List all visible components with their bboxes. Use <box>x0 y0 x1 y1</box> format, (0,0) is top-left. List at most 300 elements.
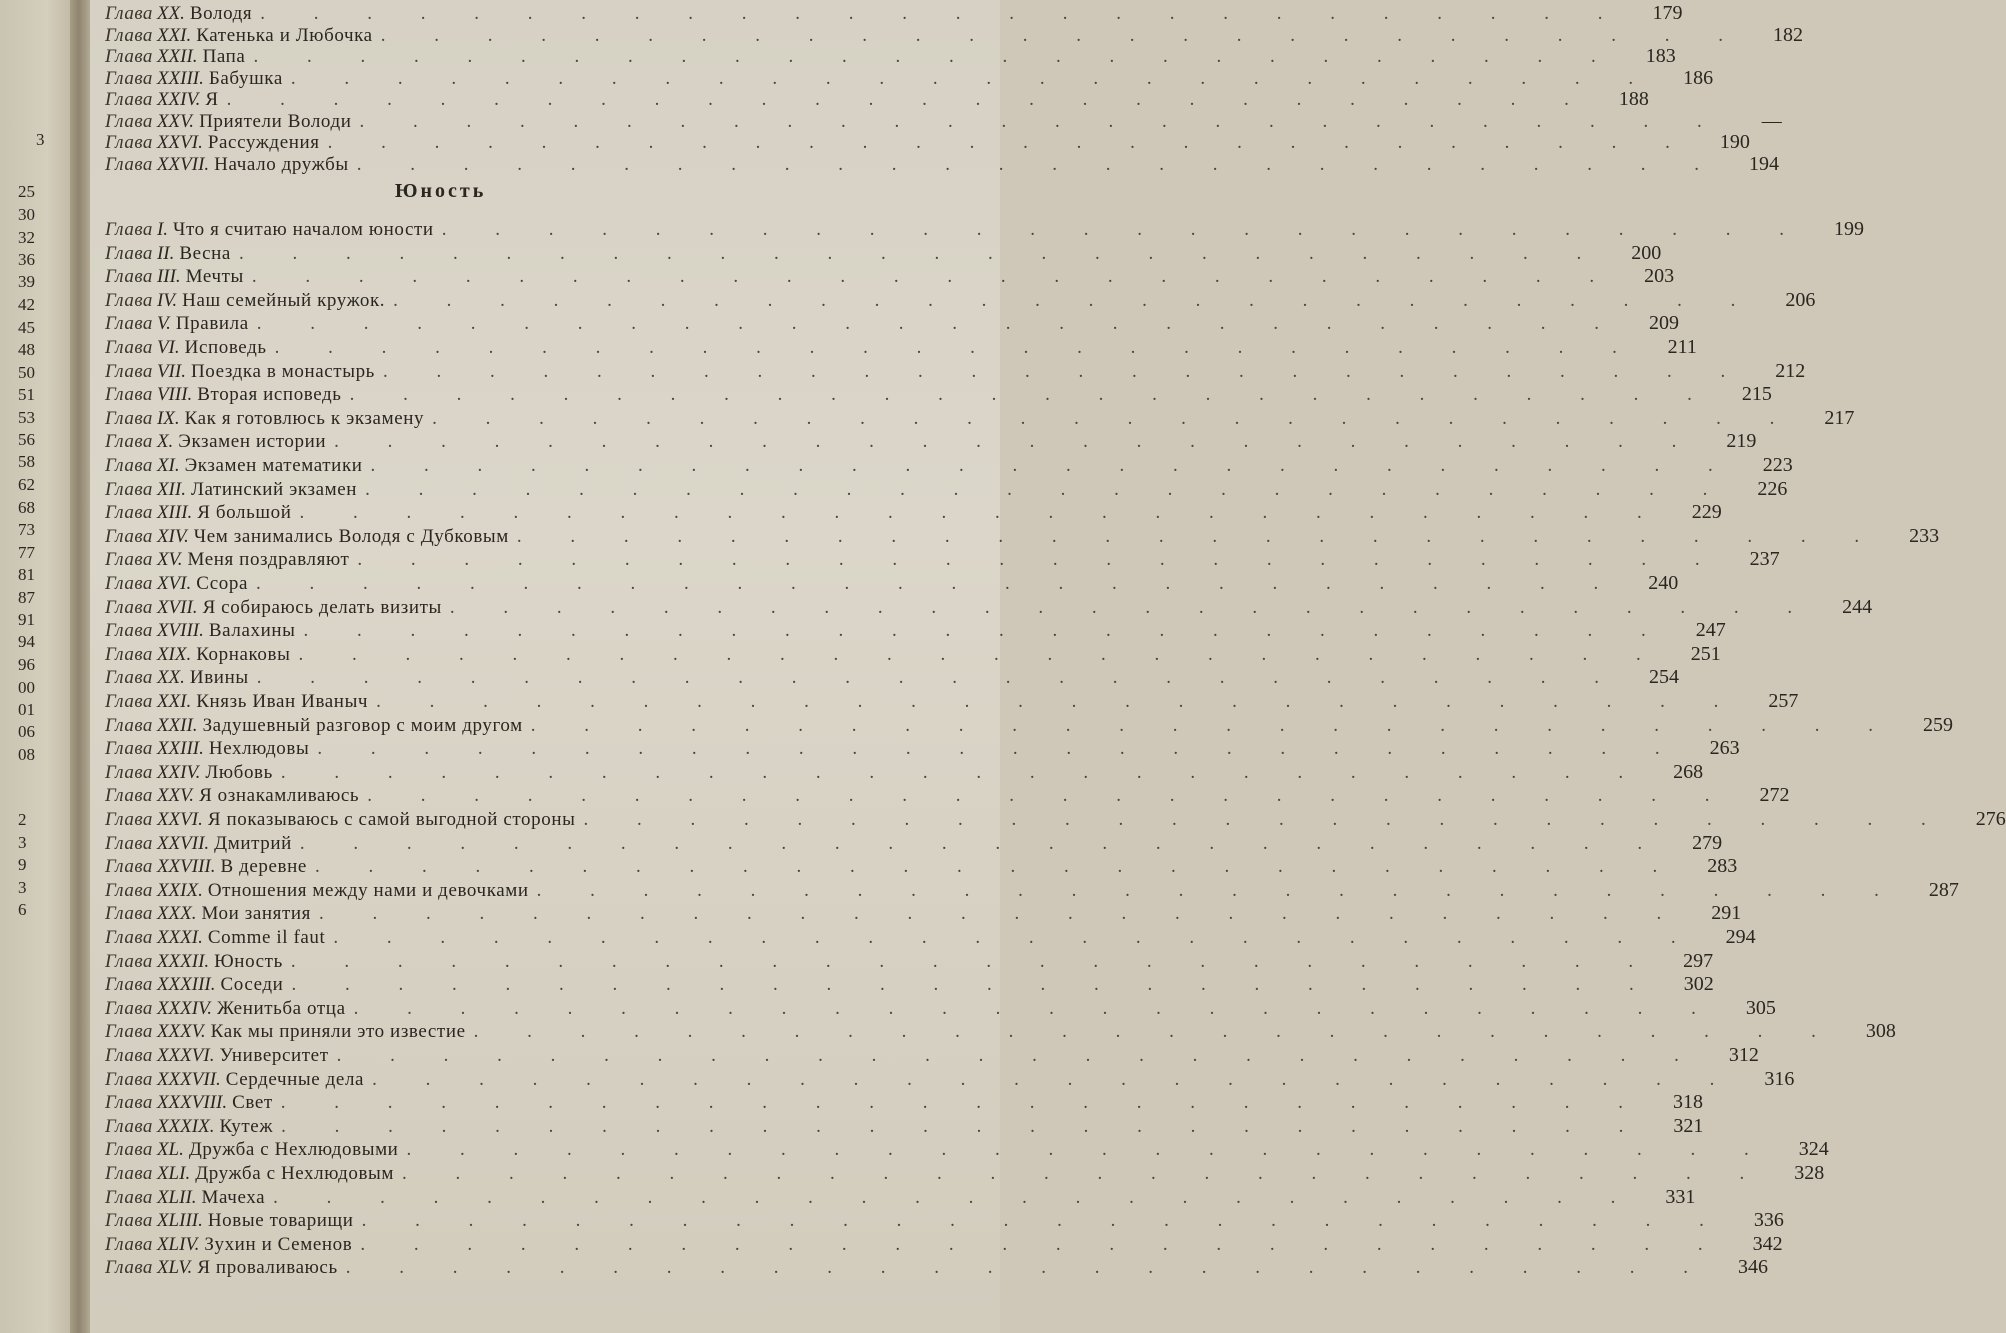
dot-leader: . . . . . . . . . . . . . . . . . . . . . . . . . . <box>298 643 1663 665</box>
toc-entry <box>105 619 1726 643</box>
left-margin-number: 58 <box>18 452 35 471</box>
chapter-number: XXXI. <box>156 927 203 948</box>
chapter-title: Любовь <box>205 761 273 783</box>
toc-entry <box>105 1162 1825 1186</box>
dot-leader: . . . . . . . . . . . . . . . . . . . . . . . . . . <box>273 1186 1638 1208</box>
page-number: 328 <box>1794 1162 1825 1184</box>
chapter-prefix: Глава <box>105 431 153 453</box>
chapter-number: VIII. <box>156 384 193 406</box>
chapter-title: Правила <box>175 313 249 335</box>
chapter-title: Ссора <box>196 573 249 594</box>
left-margin-number: 06 <box>18 722 35 741</box>
left-page <box>0 0 78 1333</box>
toc-entry <box>105 88 1649 112</box>
left-margin-number: 39 <box>18 272 35 291</box>
chapter-number: V. <box>156 313 171 335</box>
page-number: 229 <box>1691 501 1722 524</box>
chapter-prefix: Глава <box>105 738 153 760</box>
chapter-prefix: Глава <box>105 525 153 547</box>
chapter-prefix: Глава <box>105 1092 153 1114</box>
page-number: 312 <box>1728 1044 1759 1066</box>
chapter-number: XXII. <box>156 46 198 67</box>
dot-leader: . . . . . . . . . . . . . . . . . . . . . . . . . . <box>345 1257 1710 1279</box>
chapter-number: XXXIX. <box>156 1115 215 1137</box>
dot-leader: . . . . . . . . . . . . . . . . . . . . . . . . . . <box>382 360 1748 382</box>
left-margin-number: 42 <box>18 295 35 314</box>
toc-entry <box>105 383 1772 407</box>
chapter-number: VII. <box>156 360 186 382</box>
chapter-title: Чем занимались Володя с Дубковым <box>193 525 509 547</box>
toc-entry <box>105 1091 1704 1115</box>
chapter-number: XII. <box>156 478 186 500</box>
page-number: 212 <box>1775 359 1806 382</box>
chapter-number: I. <box>156 219 169 240</box>
toc-entry <box>105 1067 1795 1092</box>
toc-entry <box>105 1044 1759 1068</box>
toc-entry <box>105 973 1714 997</box>
toc-entry <box>105 45 1676 69</box>
chapter-number: XXVII. <box>156 832 210 854</box>
page-number: 291 <box>1711 902 1742 925</box>
page-number: 209 <box>1649 312 1680 335</box>
chapter-title: Зухин и Семенов <box>204 1233 353 1255</box>
chapter-title: Дмитрий <box>214 832 292 854</box>
page-number: 346 <box>1737 1256 1768 1279</box>
left-margin-number: 6 <box>18 900 27 919</box>
dot-leader: . . . . . . . . . . . . . . . . . . . . . . . . . . <box>260 3 1625 24</box>
dot-leader: . . . . . . . . . . . . . . . . . . . . . . . . . . <box>291 974 1656 996</box>
page-number: 276 <box>1975 808 2006 830</box>
toc-entry <box>105 666 1679 690</box>
page-number: 186 <box>1683 66 1714 89</box>
left-margin-number: 51 <box>18 385 35 404</box>
chapter-title: Корнаковы <box>196 643 291 665</box>
dot-leader: . . . . . . . . . . . . . . . . . . . . . . . . . . <box>299 502 1664 524</box>
dot-leader: . . . . . . . . . . . . . . . . . . . . . . . . . . <box>280 761 1646 783</box>
chapter-number: XIX. <box>156 643 192 665</box>
dot-leader: . . . . . . . . . . . . . . . . . . . . . . . . . . <box>536 879 1901 901</box>
dot-leader: . . . . . . . . . . . . . . . . . . . . . . . . . . <box>281 1115 1646 1137</box>
chapter-title: Катенька и Любочка <box>196 24 373 46</box>
toc-entry <box>105 477 1788 502</box>
toc-entry <box>105 926 1756 950</box>
left-margin-number: 94 <box>18 632 35 651</box>
chapter-prefix: Глава <box>105 455 153 476</box>
dot-leader: . . . . . . . . . . . . . . . . . . . . . . . . . . <box>256 667 1621 689</box>
dot-leader: . . . . . . . . . . . . . . . . . . . . . . . . . . <box>314 856 1680 878</box>
left-margin-number: 48 <box>18 340 35 359</box>
page-number: 283 <box>1707 855 1738 878</box>
chapter-prefix: Глава <box>105 620 153 642</box>
chapter-number: XLIII. <box>156 1210 203 1232</box>
dot-leader: . . . . . . . . . . . . . . . . . . . . . . . . . . <box>319 903 1684 925</box>
chapter-prefix: Глава <box>105 1186 153 1208</box>
dot-leader: . . . . . . . . . . . . . . . . . . . . . . . . . . <box>290 67 1656 89</box>
dot-leader: . . . . . . . . . . . . . . . . . . . . . . . . . . <box>251 266 1617 288</box>
section-title: Юность <box>395 180 487 202</box>
page-number: 183 <box>1645 45 1676 67</box>
chapter-prefix: Глава <box>105 384 153 406</box>
chapter-title: Князь Иван Иваныч <box>196 691 369 712</box>
page-number: 342 <box>1752 1232 1783 1255</box>
chapter-title: Ивины <box>189 667 249 689</box>
dot-leader: . . . . . . . . . . . . . . . . . . . . . . . . . . <box>516 525 1882 547</box>
chapter-prefix: Глава <box>105 643 153 665</box>
chapter-title: Я <box>205 89 219 110</box>
chapter-number: XXI. <box>156 24 192 46</box>
chapter-number: XXXIII. <box>156 974 216 996</box>
chapter-number: XLV. <box>156 1257 193 1279</box>
chapter-number: XV. <box>156 549 183 571</box>
page-number: 203 <box>1644 265 1675 288</box>
chapter-prefix: Глава <box>105 1068 153 1090</box>
chapter-number: XXII. <box>156 714 198 736</box>
dot-leader: . . . . . . . . . . . . . . . . . . . . . . . . . . <box>530 714 1896 736</box>
chapter-number: XXX. <box>156 903 197 925</box>
dot-leader: . . . . . . . . . . . . . . . . . . . . . . . . . . <box>256 573 1621 594</box>
left-margin-number: 00 <box>18 678 35 697</box>
left-margin-number: 87 <box>18 588 35 607</box>
chapter-prefix: Глава <box>105 242 153 264</box>
dot-leader: . . . . . . . . . . . . . . . . . . . . . . . . . . <box>361 1210 1726 1232</box>
page-number: 297 <box>1683 949 1714 972</box>
chapter-number: IV. <box>156 289 178 311</box>
chapter-number: XXV. <box>156 785 195 807</box>
chapter-prefix: Глава <box>105 832 153 854</box>
chapter-number: XXIII. <box>156 67 204 89</box>
chapter-prefix: Глава <box>105 360 153 382</box>
chapter-prefix: Глава <box>105 313 153 335</box>
toc-entry <box>105 690 1799 714</box>
toc-entry <box>105 406 1855 431</box>
page-number: 190 <box>1719 131 1750 153</box>
chapter-number: XVIII. <box>156 620 204 642</box>
left-margin-number: 01 <box>18 700 35 719</box>
chapter-number: XXIV. <box>156 89 201 110</box>
left-margin-number: 56 <box>18 430 35 449</box>
toc-entry <box>105 996 1776 1021</box>
page-number: 279 <box>1692 831 1723 854</box>
chapter-title: Начало дружбы <box>214 153 349 175</box>
chapter-prefix: Глава <box>105 46 153 67</box>
left-margin-number: 96 <box>18 655 35 674</box>
toc-entry <box>105 1256 1768 1280</box>
toc-entry <box>105 737 1740 761</box>
chapter-number: X. <box>156 431 174 453</box>
page-number: 254 <box>1648 666 1679 689</box>
chapter-prefix: Глава <box>105 110 153 132</box>
chapter-title: Весна <box>179 242 231 264</box>
chapter-number: XXI. <box>156 691 192 712</box>
chapter-title: Новые товарищи <box>207 1210 354 1232</box>
chapter-title: Экзамен математики <box>184 455 363 476</box>
chapter-title: Что я считаю началом юности <box>173 219 434 240</box>
dot-leader: . . . . . . . . . . . . . . . . . . . . . . . . . . <box>238 242 1604 264</box>
toc-entry <box>105 713 1954 738</box>
chapter-number: VI. <box>156 337 180 358</box>
chapter-title: Экзамен истории <box>178 431 327 453</box>
toc-entry <box>105 595 1873 620</box>
dot-leader: . . . . . . . . . . . . . . . . . . . . . . . . . . <box>365 478 1730 500</box>
left-margin-number: 3 <box>18 878 27 897</box>
chapter-title: Университет <box>219 1045 329 1066</box>
chapter-number: XXIII. <box>156 738 204 760</box>
chapter-prefix: Глава <box>105 219 153 240</box>
chapter-title: Валахины <box>208 620 296 642</box>
toc-entry <box>105 430 1757 454</box>
toc-entry <box>105 23 1803 48</box>
chapter-title: Мачеха <box>201 1186 266 1208</box>
page-number: 324 <box>1798 1138 1829 1161</box>
left-margin-number: 08 <box>18 745 35 764</box>
page-number: 200 <box>1631 241 1662 264</box>
page-number: 321 <box>1673 1114 1704 1137</box>
toc-entry <box>105 878 1959 903</box>
chapter-number: XXVI. <box>156 132 203 153</box>
left-margin-number: 2 <box>18 810 27 829</box>
chapter-number: XI. <box>156 455 180 476</box>
dot-leader: . . . . . . . . . . . . . . . . . . . . . . . . . . <box>299 832 1665 854</box>
chapter-prefix: Глава <box>105 714 153 736</box>
toc-entry <box>105 949 1714 974</box>
toc-entry <box>105 548 1780 572</box>
toc-entry <box>105 831 1723 856</box>
dot-leader: . . . . . . . . . . . . . . . . . . . . . . . . . . <box>406 1139 1771 1161</box>
dot-leader: . . . . . . . . . . . . . . . . . . . . . . . . . . <box>333 927 1698 948</box>
chapter-prefix: Глава <box>105 903 153 925</box>
toc-entry <box>105 501 1722 525</box>
chapter-number: XVII. <box>156 596 198 618</box>
dot-leader: . . . . . . . . . . . . . . . . . . . . . . . . . . <box>357 549 1722 571</box>
chapter-title: Я большой <box>197 502 292 524</box>
chapter-number: XXVIII. <box>156 856 216 878</box>
left-margin-number: 9 <box>18 855 27 874</box>
page-number: 179 <box>1652 2 1683 24</box>
page-number: 247 <box>1695 619 1726 642</box>
toc-entry <box>105 855 1738 879</box>
chapter-number: XXXVI. <box>156 1045 215 1066</box>
page-number: 302 <box>1683 973 1714 996</box>
chapter-number: IX. <box>156 407 180 429</box>
chapter-title: Наш семейный кружок. <box>182 289 386 311</box>
dot-leader: . . . . . . . . . . . . . . . . . . . . . . . . . . <box>353 997 1718 1019</box>
chapter-number: XL. <box>156 1139 184 1161</box>
chapter-number: XXIX. <box>156 879 203 901</box>
chapter-title: Comme il faut <box>207 927 326 948</box>
page-number: 268 <box>1673 760 1704 783</box>
toc-entry <box>105 265 1675 289</box>
dot-leader: . . . . . . . . . . . . . . . . . . . . . . . . . . <box>359 110 1724 132</box>
chapter-title: Как я готовлюсь к экзамену <box>184 407 425 429</box>
chapter-title: Мечты <box>185 266 244 288</box>
dot-leader: . . . . . . . . . . . . . . . . . . . . . . . . . . <box>349 384 1714 406</box>
chapter-number: XXV. <box>156 110 195 132</box>
dot-leader: . . . . . . . . . . . . . . . . . . . . . . . . . . <box>432 407 1797 429</box>
dot-leader: . . . . . . . . . . . . . . . . . . . . . . . . . . <box>367 785 1732 807</box>
left-margin-number: 81 <box>18 565 35 584</box>
chapter-prefix: Глава <box>105 132 153 153</box>
toc-entry <box>105 288 1816 313</box>
chapter-prefix: Глава <box>105 549 153 571</box>
dot-leader: . . . . . . . . . . . . . . . . . . . . . . . . . . <box>370 455 1735 476</box>
chapter-title: Латинский экзамен <box>190 478 358 500</box>
toc-entry <box>105 1138 1829 1162</box>
chapter-prefix: Глава <box>105 974 153 996</box>
chapter-number: XXVI. <box>156 809 203 830</box>
dot-leader: . . . . . . . . . . . . . . . . . . . . . . . . . . <box>334 431 1699 453</box>
chapter-title: Мои занятия <box>201 903 312 925</box>
page-number: 316 <box>1764 1067 1795 1090</box>
toc-entry <box>105 1185 1696 1210</box>
chapter-number: XXXII. <box>156 950 210 972</box>
toc-entry <box>105 241 1662 266</box>
page-number: — <box>1761 109 1782 132</box>
chapter-title: Отношения между нами и девочками <box>207 879 529 901</box>
left-margin-number: 50 <box>18 363 35 382</box>
chapter-prefix: Глава <box>105 691 153 712</box>
chapter-title: Рассуждения <box>207 132 320 153</box>
chapter-title: Кутеж <box>219 1115 274 1137</box>
dot-leader: . . . . . . . . . . . . . . . . . . . . . . . . . . <box>376 691 1741 712</box>
page-number: 188 <box>1618 88 1649 110</box>
left-margin-number: 77 <box>18 543 35 562</box>
page-number: 182 <box>1772 23 1803 46</box>
chapter-number: XXXVII. <box>156 1068 221 1090</box>
chapter-prefix: Глава <box>105 3 153 24</box>
page-number: 217 <box>1824 406 1855 429</box>
chapter-number: XLI. <box>156 1163 191 1184</box>
book-gutter <box>70 0 92 1333</box>
chapter-title: Задушевный разговор с моим другом <box>202 714 523 736</box>
page-number: 251 <box>1690 642 1721 665</box>
chapter-number: XLII. <box>156 1186 197 1208</box>
chapter-title: Меня поздравляют <box>187 549 350 571</box>
toc-entry <box>105 1020 1896 1044</box>
dot-leader: . . . . . . . . . . . . . . . . . . . . . . . . . . <box>473 1021 1838 1043</box>
page-number: 263 <box>1709 737 1740 760</box>
left-margin-number: 53 <box>18 408 35 427</box>
chapter-prefix: Глава <box>105 67 153 89</box>
page-number: 308 <box>1865 1020 1896 1043</box>
chapter-prefix: Глава <box>105 24 153 46</box>
chapter-number: XXVII. <box>156 153 210 175</box>
toc-entry <box>105 109 1782 134</box>
chapter-number: XX. <box>156 3 185 24</box>
chapter-prefix: Глава <box>105 1210 153 1232</box>
chapter-title: Бабушка <box>208 67 283 89</box>
left-margin-number: 30 <box>18 205 35 224</box>
chapter-prefix: Глава <box>105 337 153 358</box>
dot-leader: . . . . . . . . . . . . . . . . . . . . . . . . . . <box>380 24 1745 46</box>
page-number: 331 <box>1665 1185 1696 1208</box>
page-number: 223 <box>1762 454 1793 476</box>
toc-entry <box>105 784 1790 808</box>
chapter-prefix: Глава <box>105 950 153 972</box>
chapter-prefix: Глава <box>105 596 153 618</box>
chapter-title: Приятели Володи <box>199 110 352 132</box>
chapter-title: Дружба с Нехлюдовым <box>195 1163 394 1184</box>
chapter-prefix: Глава <box>105 573 153 594</box>
page-number: 199 <box>1833 218 1864 240</box>
page-number: 240 <box>1648 572 1679 594</box>
chapter-number: II. <box>156 242 175 264</box>
chapter-prefix: Глава <box>105 997 153 1019</box>
left-margin-number: 45 <box>18 318 35 337</box>
dot-leader: . . . . . . . . . . . . . . . . . . . . . . . . . . <box>327 132 1692 153</box>
dot-leader: . . . . . . . . . . . . . . . . . . . . . . . . . . <box>226 89 1591 110</box>
chapter-prefix: Глава <box>105 1233 153 1255</box>
dot-leader: . . . . . . . . . . . . . . . . . . . . . . . . . . <box>372 1068 1737 1090</box>
page-number: 233 <box>1909 524 1940 547</box>
toc-entry <box>105 218 1864 242</box>
chapter-title: Я проваливаюсь <box>197 1257 338 1279</box>
page-number: 272 <box>1759 784 1790 807</box>
dot-leader: . . . . . . . . . . . . . . . . . . . . . . . . . . <box>253 46 1618 67</box>
chapter-prefix: Глава <box>105 153 153 175</box>
page-number: 257 <box>1768 690 1799 712</box>
dot-leader: . . . . . . . . . . . . . . . . . . . . . . . . . . <box>303 620 1668 642</box>
dot-leader: . . . . . . . . . . . . . . . . . . . . . . . . . . <box>360 1233 1725 1255</box>
chapter-prefix: Глава <box>105 1257 153 1279</box>
chapter-prefix: Глава <box>105 927 153 948</box>
dot-leader: . . . . . . . . . . . . . . . . . . . . . . . . . . <box>402 1163 1767 1184</box>
chapter-prefix: Глава <box>105 879 153 901</box>
page-number: 305 <box>1745 996 1776 1019</box>
chapter-prefix: Глава <box>105 478 153 500</box>
chapter-prefix: Глава <box>105 1045 153 1066</box>
dot-leader: . . . . . . . . . . . . . . . . . . . . . . . . . . <box>317 738 1682 760</box>
dot-leader: . . . . . . . . . . . . . . . . . . . . . . . . . . <box>393 289 1758 311</box>
dot-leader: . . . . . . . . . . . . . . . . . . . . . . . . . . <box>280 1092 1646 1114</box>
chapter-number: XXXVIII. <box>156 1092 228 1114</box>
toc-entry <box>105 524 1940 549</box>
chapter-prefix: Глава <box>105 266 153 288</box>
chapter-title: Володя <box>189 3 253 24</box>
page-number: 194 <box>1748 152 1779 175</box>
page-number: 211 <box>1667 336 1697 358</box>
chapter-title: Я ознакамливаюсь <box>199 785 360 807</box>
chapter-title: Поездка в монастырь <box>190 360 375 382</box>
chapter-prefix: Глава <box>105 785 153 807</box>
chapter-title: В деревне <box>220 856 307 878</box>
page-number: 294 <box>1725 926 1756 948</box>
page-number: 219 <box>1726 430 1757 453</box>
chapter-number: XXXV. <box>156 1021 206 1043</box>
toc-entry <box>105 1114 1704 1139</box>
chapter-title: Я собираюсь делать визиты <box>202 596 442 618</box>
page-number: 336 <box>1753 1209 1784 1232</box>
toc-entry <box>105 312 1680 336</box>
chapter-title: Соседи <box>220 974 284 996</box>
chapter-title: Юность <box>214 950 283 972</box>
chapter-title: Нехлюдовы <box>208 738 310 760</box>
toc-entry <box>105 1209 1784 1233</box>
chapter-number: XLIV. <box>156 1233 200 1255</box>
toc-entry <box>105 152 1779 177</box>
left-margin-number: 3 <box>18 833 27 852</box>
left-margin-number: 68 <box>18 498 35 517</box>
left-margin-number: 36 <box>18 250 35 269</box>
dot-leader: . . . . . . . . . . . . . . . . . . . . . . . . . . <box>336 1045 1701 1066</box>
chapter-title: Женитьба отца <box>217 997 346 1019</box>
chapter-prefix: Глава <box>105 856 153 878</box>
chapter-title: Свет <box>232 1092 273 1114</box>
page-number: 244 <box>1842 595 1873 618</box>
page-number: 259 <box>1923 713 1954 736</box>
dot-leader: . . . . . . . . . . . . . . . . . . . . . . . . . . <box>256 313 1622 335</box>
chapter-title: Папа <box>202 46 246 67</box>
toc-entry <box>105 454 1793 478</box>
